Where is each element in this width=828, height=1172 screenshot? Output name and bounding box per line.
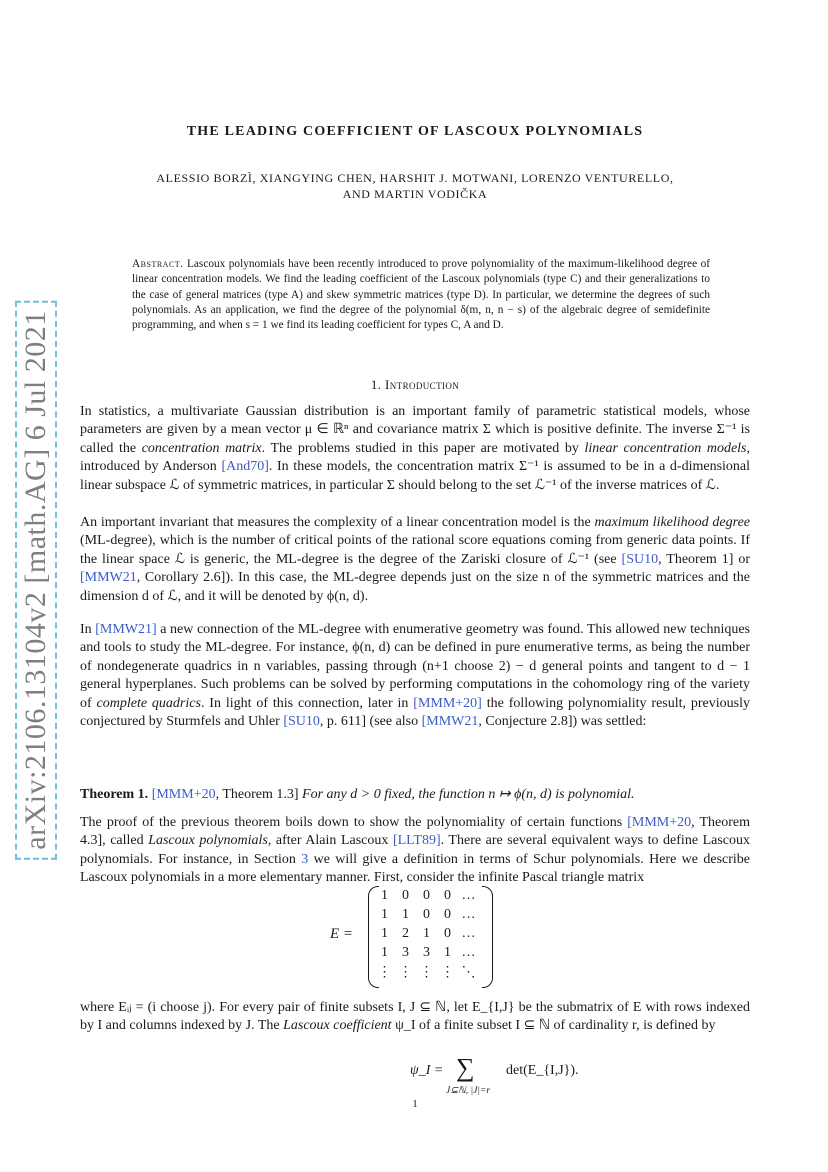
matrix-cell: … [461, 926, 476, 941]
citation-link[interactable]: [MMM+20 [151, 787, 216, 802]
matrix-cell: 1 [402, 907, 409, 922]
paragraph-3 [80, 621, 750, 731]
theorem-1 [80, 786, 750, 804]
citation-link[interactable]: [And70] [221, 459, 269, 475]
section-number: 1. [370, 377, 382, 392]
paper-title: THE LEADING COEFFICIENT OF LASCOUX POLYNOMIALS [186, 124, 644, 139]
matrix-lhs: E = [330, 926, 354, 942]
section-heading [80, 377, 750, 393]
matrix-cell: 0 [444, 888, 451, 903]
lascoux-coefficient-formula [410, 1053, 610, 1103]
matrix-cell: ⋮ [419, 965, 434, 980]
paragraph-5 [80, 999, 750, 1036]
formula-rhs: det(E_{I,J}). [506, 1063, 579, 1078]
emphasis: concentration matrix [141, 440, 262, 456]
authors-line-2: AND MARTIN VODIČKA [342, 187, 488, 201]
right-paren [482, 886, 493, 988]
matrix-cell: 3 [402, 945, 409, 960]
citation-link[interactable]: [SU10 [621, 551, 659, 567]
theorem-statement: For any d > 0 fixed, the function n ↦ ϕ(n, d) is polynomial. [298, 787, 635, 802]
theorem-label: Theorem 1. [80, 787, 149, 802]
text-run: a new connection of the ML-degree with enumerative geometry was found. This allowed new techniques and tools to study the ML-degree. For instance, ϕ(n, d) can be defined in pure enumerative terms, as being the number of nondegenerate quadrics in n variables, passing through (n+1 choose 2) − d general points and tangent to d − 1 general hyperplanes. Such problems can be solved by performing computations in the cohomology ring of the variety of [80, 622, 751, 711]
matrix-cell: 1 [381, 907, 388, 922]
sum-subscript: J⊆ℕ, |J|=r [446, 1086, 491, 1096]
text-run: . In these models, the concentration matrix Σ⁻¹ is assumed to be in a d-dimensional linear subspace ℒ of symmetric matrices, in particular Σ should belong to the set ℒ⁻¹ of the inverse matrices of ℒ. [80, 459, 751, 493]
matrix-cell: 0 [423, 888, 430, 903]
citation-link[interactable]: [MMW21 [80, 570, 137, 586]
text-run: . The problems studied in this paper are motivated by [261, 440, 585, 456]
authors-line-1: ALESSIO BORZÌ, XIANGYING CHEN, HARSHIT J. MOTWANI, LORENZO VENTURELLO, [156, 171, 674, 185]
text-run: , Theorem 4.3], called [80, 815, 751, 849]
text-run: (ML-degree), which is the number of critical points of the rational score equations coming from generic data points. If the linear space ℒ is generic, the ML-degree is the degree of the Zariski closure of ℒ⁻¹ (see [80, 533, 750, 567]
matrix-cell: … [461, 888, 476, 903]
text-run: where Eᵢⱼ = (i choose j). For every pair of finite subsets I, J ⊆ ℕ, let E_{I,J} be the submatrix of E with rows indexed by I and columns indexed by J. The [80, 1000, 750, 1034]
page-number: 1 [412, 1098, 418, 1110]
formula-lhs: ψ_I = [410, 1063, 444, 1078]
text-run: In statistics, a multivariate Gaussian distribution is an important family of parametric statistical models, whose parameters are given by a mean vector μ ∈ ℝⁿ and covariance matrix Σ which is positive definite. The inverse Σ⁻¹ is called the [80, 404, 750, 456]
text-run: The proof of the previous theorem boils down to show the polynomiality of certain functions [80, 815, 628, 830]
matrix-cell: ⋱ [461, 965, 476, 980]
section-title: Introduction [385, 377, 460, 392]
citation-link[interactable]: [MMM+20] [413, 695, 482, 711]
text-run: we will give a definition in terms of Schur polynomials. Here we describe Lascoux polynomials in a more elementary manner. First, consider the infinite Pascal triangle matrix [80, 851, 750, 886]
arxiv-identifier[interactable]: arXiv:2106.13104v2 [math.AG] 6 Jul 2021 [15, 300, 57, 859]
paragraph-4 [80, 814, 750, 888]
pascal-matrix [330, 884, 510, 988]
citation-link[interactable]: [LLT89] [392, 833, 441, 849]
text-run: . There are several equivalent ways to define Lascoux polynomials. For instance, in Section [80, 833, 751, 867]
matrix-cell: 1 [381, 945, 388, 960]
citation-link[interactable]: [MMM+20 [627, 815, 692, 830]
text-run: An important invariant that measures the complexity of a linear concentration model is the [80, 515, 595, 530]
text-run: , Corollary 2.6]). In this case, the ML-degree depends just on the size n of the symmetric matrices and the dimension d of ℒ, and it will be denoted by ϕ(n, d). [80, 570, 750, 604]
matrix-cell: 0 [444, 907, 451, 922]
matrix-grid [374, 888, 479, 983]
text-run: , Conjecture 2.8]) was settled: [478, 714, 647, 730]
text-run: , after Alain Lascoux [267, 833, 393, 849]
emphasis: Lascoux polynomials [148, 833, 268, 849]
text-run: , introduced by Anderson [80, 440, 751, 475]
text-run: , Theorem 1] or [658, 551, 750, 567]
matrix-cell: 3 [423, 945, 430, 960]
matrix-cell: … [461, 945, 476, 960]
emphasis: linear concentration models [584, 440, 747, 456]
matrix-cell: 0 [423, 907, 430, 922]
abstract [132, 257, 710, 333]
matrix-cell: 2 [402, 926, 409, 941]
text-run: In [80, 622, 96, 637]
matrix-cell: 1 [423, 926, 430, 941]
paragraph-1 [80, 403, 750, 495]
matrix-cell: 0 [444, 926, 451, 941]
emphasis: complete quadrics [96, 695, 201, 711]
text-run: the following polynomiality result, previously conjectured by Sturmfels and Uhler [80, 695, 750, 730]
citation-link[interactable]: [SU10 [283, 714, 320, 730]
abstract-label: Abstract. [132, 258, 184, 270]
matrix-cell: ⋮ [398, 965, 413, 980]
paragraph-2 [80, 514, 750, 606]
matrix-cell: ⋮ [377, 965, 392, 980]
matrix-cell: 1 [381, 888, 388, 903]
text-run: . In light of this connection, later in [200, 695, 414, 711]
matrix-cell: 1 [444, 945, 451, 960]
abstract-text: Lascoux polynomials have been recently introduced to prove polynomiality of the maximum-likelihood degree of linear concentration models. We find the leading coefficient of the Lascoux polynomials (type C) and their generalizations to the case of general matrices (type A) and skew symmetric matrices (type D). In particular, we determine the degrees of such polynomials. As an application, we find the degree of the polynomial δ(m, n, n − s) of the algebraic degree of semidefinite programming, and when s = 1 we find its leading coefficient for types C, A and D. [132, 258, 711, 332]
text-run: ψ_I of a finite subset I ⊆ ℕ of cardinality r, is defined by [391, 1018, 716, 1034]
matrix-cell: ⋮ [440, 965, 455, 980]
arxiv-sidebar [6, 300, 66, 860]
matrix-cell: 1 [381, 926, 388, 941]
emphasis: Lascoux coefficient [283, 1018, 392, 1034]
text-run: , Theorem 1.3] [215, 787, 299, 802]
citation-link[interactable]: [MMW21] [95, 622, 157, 637]
matrix-cell: … [461, 907, 476, 922]
sum-symbol: ∑ [456, 1053, 475, 1082]
matrix-cell: 0 [402, 888, 409, 903]
emphasis: maximum likelihood degree [594, 515, 750, 530]
author-list [80, 170, 750, 202]
text-run: , p. 611] (see also [319, 714, 422, 730]
citation-link[interactable]: [MMW21 [421, 714, 479, 730]
section-link[interactable]: 3 [301, 851, 309, 867]
